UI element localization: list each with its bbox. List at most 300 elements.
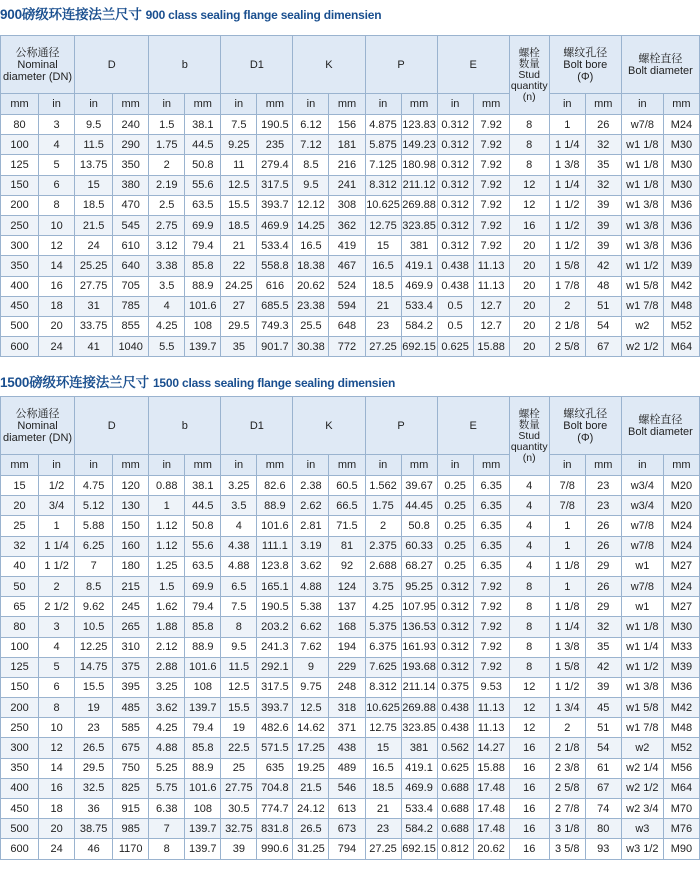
table-cell: 292.1 xyxy=(257,657,293,677)
table-cell: 16.5 xyxy=(365,256,401,276)
table-cell: 5.38 xyxy=(293,597,329,617)
table-cell: 0.375 xyxy=(437,677,473,697)
header-nominal-cn: 公称通径 xyxy=(15,46,60,59)
table-cell: 22.5 xyxy=(221,738,257,758)
table-cell: 240 xyxy=(113,115,149,135)
table-cell: 12.7 xyxy=(473,296,509,316)
table-cell: 7.92 xyxy=(473,576,509,596)
table-cell: 2.375 xyxy=(365,536,401,556)
table-cell: M36 xyxy=(663,236,699,256)
table-cell: 8 xyxy=(509,597,549,617)
table-cell: 12.7 xyxy=(473,316,509,336)
table-cell: 2 5/8 xyxy=(549,778,585,798)
table-cell: w3/4 xyxy=(621,476,663,496)
table-cell: 137 xyxy=(329,597,365,617)
table-cell: 8 xyxy=(509,155,549,175)
unit-label: mm xyxy=(265,98,285,110)
table-cell: 371 xyxy=(329,718,365,738)
header-nominal xyxy=(1,397,75,455)
table-cell: 26 xyxy=(585,536,621,556)
table-cell: 42 xyxy=(585,657,621,677)
table-cell: 25 xyxy=(1,516,39,536)
table-cell: 25 xyxy=(221,758,257,778)
table-cell: 7/8 xyxy=(549,476,585,496)
header-d1 xyxy=(221,397,293,455)
table-cell: 6.62 xyxy=(293,617,329,637)
table-cell: 648 xyxy=(329,316,365,336)
table-cell: 65 xyxy=(1,597,39,617)
table-cell: 7.92 xyxy=(473,195,509,215)
table-cell: 20 xyxy=(39,316,75,336)
table-cell: 1 xyxy=(549,115,585,135)
table-cell: 11.13 xyxy=(473,718,509,738)
unit-label: mm xyxy=(672,459,691,471)
header-e-label: E xyxy=(469,58,477,71)
table-cell: 5.75 xyxy=(149,778,185,798)
table-cell: 1.5 xyxy=(149,576,185,596)
table-cell: 12 xyxy=(39,738,75,758)
title-en: 900 class sealing flange sealing dimensien xyxy=(145,8,382,22)
table-cell: 18.5 xyxy=(75,195,113,215)
table-cell: 1.25 xyxy=(149,556,185,576)
table-cell: 1/2 xyxy=(39,476,75,496)
table-cell: 1 7/8 xyxy=(549,276,585,296)
table-cell: 1 1/4 xyxy=(549,175,585,195)
table-cell: 362 xyxy=(329,215,365,235)
table-cell: 12 xyxy=(509,195,549,215)
table-cell: 150 xyxy=(1,677,39,697)
table-cell: 8 xyxy=(149,839,185,859)
header-k xyxy=(293,397,365,455)
table-cell: 2 7/8 xyxy=(549,799,585,819)
table-cell: 9.75 xyxy=(293,677,329,697)
table-cell: 2 xyxy=(549,296,585,316)
table-row xyxy=(1,115,700,135)
table-cell: 7.5 xyxy=(221,115,257,135)
table-cell: 31.25 xyxy=(293,839,329,859)
table-cell: 500 xyxy=(1,316,39,336)
unit-label: in xyxy=(162,459,172,471)
table-cell: 44.5 xyxy=(185,135,221,155)
table-cell: 4 xyxy=(509,556,549,576)
unit-header xyxy=(221,94,257,115)
table-cell: 0.25 xyxy=(437,536,473,556)
unit-label: in xyxy=(378,98,388,110)
table-cell: w2 xyxy=(621,316,663,336)
table-cell: 7.5 xyxy=(221,597,257,617)
unit-header xyxy=(293,455,329,476)
header-bolt-diameter xyxy=(621,36,699,94)
table-cell: 1.88 xyxy=(149,617,185,637)
table-cell: 0.25 xyxy=(437,496,473,516)
header-bore-unit: (Φ) xyxy=(577,70,594,83)
header-d1-label: D1 xyxy=(249,419,264,432)
unit-header xyxy=(149,94,185,115)
table-cell: 7.125 xyxy=(365,155,401,175)
table-cell: M30 xyxy=(663,135,699,155)
table-cell: 3.25 xyxy=(149,677,185,697)
table-cell: 67 xyxy=(585,778,621,798)
table-cell: 0.438 xyxy=(437,256,473,276)
table-cell: 7.92 xyxy=(473,637,509,657)
table-cell: 235 xyxy=(257,135,293,155)
unit-header xyxy=(221,455,257,476)
table-row xyxy=(1,155,700,175)
unit-header xyxy=(401,94,437,115)
table-cell: 0.688 xyxy=(437,778,473,798)
table-cell: 13.75 xyxy=(75,155,113,175)
table-cell: 38.1 xyxy=(185,476,221,496)
table-cell: 12 xyxy=(509,718,549,738)
table-cell: w1 3/8 xyxy=(621,195,663,215)
table-cell: 3 1/8 xyxy=(549,819,585,839)
table-cell: 88.9 xyxy=(185,758,221,778)
table-cell: 2 xyxy=(149,155,185,175)
table-cell: 20 xyxy=(509,256,549,276)
table-cell: M42 xyxy=(663,276,699,296)
table-cell: 29.5 xyxy=(75,758,113,778)
table-cell: 470 xyxy=(113,195,149,215)
table-cell: 32 xyxy=(585,175,621,195)
table-row xyxy=(1,677,700,697)
table-cell: 3 xyxy=(39,115,75,135)
table-cell: w1 xyxy=(621,556,663,576)
table-cell: 0.312 xyxy=(437,115,473,135)
table-row xyxy=(1,718,700,738)
table-cell: w3/4 xyxy=(621,496,663,516)
table-cell: 111.1 xyxy=(257,536,293,556)
table-cell: w2 xyxy=(621,738,663,758)
table-cell: 69.9 xyxy=(185,215,221,235)
table-cell: M33 xyxy=(663,637,699,657)
table-cell: 380 xyxy=(113,175,149,195)
table-cell: 193.68 xyxy=(401,657,437,677)
table-cell: 100 xyxy=(1,135,39,155)
table-cell: 7.625 xyxy=(365,657,401,677)
table-row xyxy=(1,236,700,256)
table-cell: 11.13 xyxy=(473,276,509,296)
header-bolt-diameter xyxy=(621,397,699,455)
unit-header xyxy=(585,455,621,476)
table-cell: 15.5 xyxy=(75,677,113,697)
table-cell: 27.25 xyxy=(365,337,401,357)
table-cell: 7.92 xyxy=(473,155,509,175)
table-cell: 93 xyxy=(585,839,621,859)
table-cell: 14.62 xyxy=(293,718,329,738)
table-cell: 15 xyxy=(75,175,113,195)
table-cell: 250 xyxy=(1,718,39,738)
table-cell: 108 xyxy=(185,799,221,819)
table-cell: 2 xyxy=(549,718,585,738)
table-cell: 2 5/8 xyxy=(549,337,585,357)
table-cell: 831.8 xyxy=(257,819,293,839)
table-cell: 2.19 xyxy=(149,175,185,195)
unit-label: in xyxy=(450,98,460,110)
unit-label: mm xyxy=(337,98,357,110)
table-cell: 190.5 xyxy=(257,115,293,135)
table-cell: 211.12 xyxy=(401,175,437,195)
table-cell: 1 1/2 xyxy=(549,236,585,256)
table-cell: 88.9 xyxy=(185,637,221,657)
table-cell: 323.85 xyxy=(401,718,437,738)
table-cell: 50.8 xyxy=(185,155,221,175)
table-cell: 24.12 xyxy=(293,799,329,819)
table-cell: 168 xyxy=(329,617,365,637)
table-cell: 20 xyxy=(509,296,549,316)
table-cell: 25.25 xyxy=(75,256,113,276)
table-cell: 7.92 xyxy=(473,617,509,637)
table-cell: 584.2 xyxy=(401,819,437,839)
table-cell: 38.1 xyxy=(185,115,221,135)
table-cell: 419.1 xyxy=(401,256,437,276)
table-cell: 985 xyxy=(113,819,149,839)
table-cell: 16 xyxy=(509,799,549,819)
table-cell: 12.12 xyxy=(293,195,329,215)
table-row xyxy=(1,215,700,235)
header-d1-label: D1 xyxy=(249,58,264,71)
table-cell: 3.5 xyxy=(221,496,257,516)
table-cell: 4.25 xyxy=(365,597,401,617)
table-cell: 216 xyxy=(329,155,365,175)
table-cell: 269.88 xyxy=(401,698,437,718)
table-cell: 4.88 xyxy=(293,576,329,596)
table-cell: 482.6 xyxy=(257,718,293,738)
table-cell: 438 xyxy=(329,738,365,758)
table-cell: w7/8 xyxy=(621,576,663,596)
table-cell: 156 xyxy=(329,115,365,135)
table-cell: 9.5 xyxy=(293,175,329,195)
table-cell: 545 xyxy=(113,215,149,235)
table-cell: 0.312 xyxy=(437,175,473,195)
table-cell: 10 xyxy=(39,718,75,738)
header-bore-en: Bolt bore xyxy=(563,58,608,71)
header-bolt-en: Bolt diameter xyxy=(628,64,693,77)
table-cell: 16 xyxy=(39,276,75,296)
table-cell: M52 xyxy=(663,316,699,336)
table-cell: 1 1/2 xyxy=(549,677,585,697)
table-cell: 4 xyxy=(509,496,549,516)
table-cell: 594 xyxy=(329,296,365,316)
table-cell: 250 xyxy=(1,215,39,235)
unit-header xyxy=(329,455,365,476)
header-stud-en: quantity xyxy=(510,79,548,92)
table-cell: 1 1/8 xyxy=(549,556,585,576)
table-cell: 15 xyxy=(365,236,401,256)
section-title-1500 xyxy=(0,372,395,394)
table-cell: 6 xyxy=(39,175,75,195)
table-cell: 101.6 xyxy=(185,296,221,316)
unit-header xyxy=(621,94,663,115)
table-cell: 855 xyxy=(113,316,149,336)
table-cell: 2.5 xyxy=(149,195,185,215)
unit-label: mm xyxy=(482,459,501,471)
table-cell: 393.7 xyxy=(257,698,293,718)
table-cell: 1 5/8 xyxy=(549,657,585,677)
unit-header xyxy=(365,455,401,476)
table-cell: 18 xyxy=(39,799,75,819)
table-row xyxy=(1,758,700,778)
table-cell: 1 1/4 xyxy=(549,617,585,637)
table-cell: 20 xyxy=(509,337,549,357)
table-cell: 2.62 xyxy=(293,496,329,516)
table-cell: 6.35 xyxy=(473,496,509,516)
table-cell: w7/8 xyxy=(621,115,663,135)
table-cell: 0.438 xyxy=(437,698,473,718)
unit-label: in xyxy=(89,459,98,471)
table-cell: 63.5 xyxy=(185,556,221,576)
table-cell: 21 xyxy=(365,296,401,316)
table-cell: 8.5 xyxy=(293,155,329,175)
table-cell: 0.5 xyxy=(437,296,473,316)
table-cell: 290 xyxy=(113,135,149,155)
table-cell: M39 xyxy=(663,256,699,276)
table-cell: 17.48 xyxy=(473,778,509,798)
table-cell: 20.62 xyxy=(293,276,329,296)
table-cell: 36 xyxy=(75,799,113,819)
table-cell: 11.13 xyxy=(473,256,509,276)
table-cell: 32.5 xyxy=(75,778,113,798)
table-cell: 26 xyxy=(585,516,621,536)
table-cell: 21 xyxy=(365,799,401,819)
table-row xyxy=(1,256,700,276)
table-cell: 2.38 xyxy=(293,476,329,496)
table-cell: 29 xyxy=(585,556,621,576)
unit-header xyxy=(39,455,75,476)
table-cell: 60.5 xyxy=(329,476,365,496)
table-cell: 27.25 xyxy=(365,839,401,859)
header-p xyxy=(365,36,437,94)
table-cell: 610 xyxy=(113,236,149,256)
table-cell: 0.562 xyxy=(437,738,473,758)
unit-label: mm xyxy=(482,98,501,110)
table-row xyxy=(1,576,700,596)
table-cell: 5.5 xyxy=(149,337,185,357)
table-cell: 54 xyxy=(585,738,621,758)
table-cell: 15 xyxy=(1,476,39,496)
table-cell: 450 xyxy=(1,799,39,819)
table-cell: 7.92 xyxy=(473,135,509,155)
table-cell: 241 xyxy=(329,175,365,195)
table-cell: 6.375 xyxy=(365,637,401,657)
table-cell: M90 xyxy=(663,839,699,859)
table-cell: 692.15 xyxy=(401,337,437,357)
table-cell: w1 1/2 xyxy=(621,657,663,677)
table-cell: 350 xyxy=(113,155,149,175)
table-cell: 8 xyxy=(509,657,549,677)
table-cell: 11.13 xyxy=(473,698,509,718)
table-cell: 30.5 xyxy=(221,799,257,819)
table-cell: 15.5 xyxy=(221,195,257,215)
table-cell: 23 xyxy=(365,819,401,839)
unit-label: mm xyxy=(594,98,613,110)
unit-header xyxy=(549,455,585,476)
table-cell: 51 xyxy=(585,296,621,316)
header-bore-en: Bolt bore xyxy=(563,419,608,432)
table-cell: 794 xyxy=(329,839,365,859)
table-cell: 27 xyxy=(221,296,257,316)
table-cell: 0.25 xyxy=(437,516,473,536)
table-cell: 1 1/2 xyxy=(549,215,585,235)
table-cell: 39 xyxy=(585,677,621,697)
table-cell: 485 xyxy=(113,698,149,718)
unit-header xyxy=(293,94,329,115)
table-cell: 180 xyxy=(113,556,149,576)
unit-label: in xyxy=(450,459,460,471)
table-cell: 6.35 xyxy=(473,476,509,496)
table-cell: 571.5 xyxy=(257,738,293,758)
table-cell: 74 xyxy=(585,799,621,819)
unit-header xyxy=(585,94,621,115)
table-cell: 3.62 xyxy=(293,556,329,576)
table-cell: 48 xyxy=(585,276,621,296)
header-bore-cn: 螺纹孔径 xyxy=(563,407,608,420)
table-cell: 6.35 xyxy=(473,536,509,556)
table-cell: 2.688 xyxy=(365,556,401,576)
table-cell: 3 5/8 xyxy=(549,839,585,859)
table-cell: 1 xyxy=(149,496,185,516)
table-cell: 825 xyxy=(113,778,149,798)
table-cell: M24 xyxy=(663,115,699,135)
table-cell: 1 3/8 xyxy=(549,155,585,175)
unit-label: mm xyxy=(121,98,140,110)
table-cell: 15 xyxy=(365,738,401,758)
table-cell: 108 xyxy=(185,677,221,697)
table-cell: 41 xyxy=(75,337,113,357)
table-cell: 10 xyxy=(39,215,75,235)
table-cell: 300 xyxy=(1,236,39,256)
table-cell: 14 xyxy=(39,758,75,778)
table-cell: 85.8 xyxy=(185,738,221,758)
table-cell: 489 xyxy=(329,758,365,778)
table-cell: 22 xyxy=(221,256,257,276)
table-cell: 2 1/2 xyxy=(39,597,75,617)
table-cell: 393.7 xyxy=(257,195,293,215)
table-cell: 32 xyxy=(1,536,39,556)
table-row xyxy=(1,617,700,637)
table-cell: 317.5 xyxy=(257,175,293,195)
table-cell: 1.5 xyxy=(149,115,185,135)
unit-header xyxy=(75,94,113,115)
header-stud-cn: 螺栓 xyxy=(518,407,540,420)
table-cell: 21.5 xyxy=(75,215,113,235)
table-cell: 4.875 xyxy=(365,115,401,135)
table-cell: 7/8 xyxy=(549,496,585,516)
table-cell: 7.92 xyxy=(473,236,509,256)
table-cell: 45 xyxy=(585,698,621,718)
table-cell: 160 xyxy=(113,536,149,556)
table-cell: 2.75 xyxy=(149,215,185,235)
table-cell: 245 xyxy=(113,597,149,617)
unit-header xyxy=(113,94,149,115)
unit-label: mm xyxy=(193,98,212,110)
table-cell: 203.2 xyxy=(257,617,293,637)
table-cell: 54 xyxy=(585,316,621,336)
table-cell: M52 xyxy=(663,738,699,758)
table-cell: 419.1 xyxy=(401,758,437,778)
table-cell: 2.12 xyxy=(149,637,185,657)
header-stud-quantity xyxy=(509,36,549,115)
table-cell: M64 xyxy=(663,778,699,798)
table-cell: 3.19 xyxy=(293,536,329,556)
header-bolt-bore xyxy=(549,397,621,455)
table-cell: 9.5 xyxy=(221,637,257,657)
table-row xyxy=(1,496,700,516)
table-cell: 901.7 xyxy=(257,337,293,357)
table-cell: 50.8 xyxy=(185,516,221,536)
table-cell: M30 xyxy=(663,175,699,195)
table-cell: 211.14 xyxy=(401,677,437,697)
table-cell: 0.688 xyxy=(437,799,473,819)
